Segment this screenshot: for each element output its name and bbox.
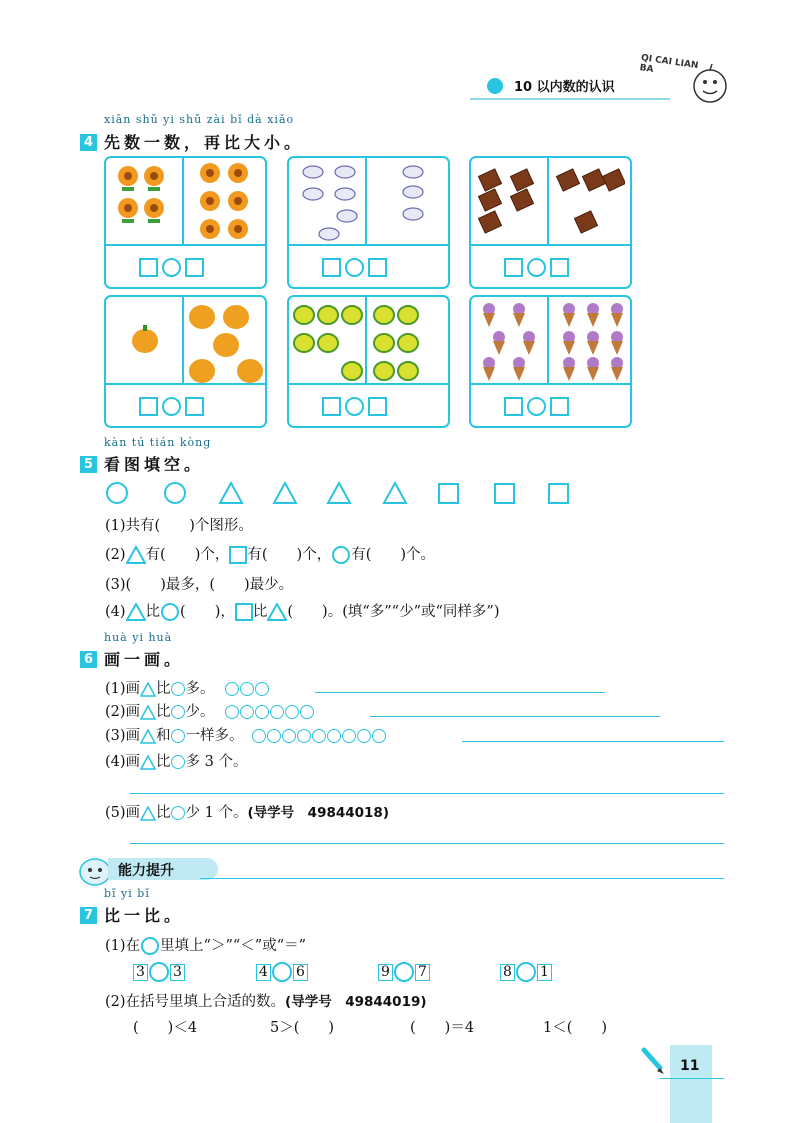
triangle-icon	[140, 682, 156, 697]
mascot-text: QI CAI LIAN BA	[638, 53, 699, 75]
square-icon	[229, 546, 247, 564]
answer-box[interactable]	[322, 397, 341, 416]
section-title: 能力提升	[118, 863, 174, 879]
answer-box[interactable]	[185, 258, 204, 277]
q5-line3: (3)( )最多，( )最少。	[105, 577, 294, 593]
circle-row	[225, 681, 270, 697]
q6-title: 画一画。	[104, 650, 185, 669]
q7-number: 7	[80, 907, 97, 924]
circle-row	[252, 728, 387, 744]
icecream-icon	[557, 301, 629, 381]
candy-icon	[393, 162, 433, 226]
compare-panel-icecream	[469, 295, 632, 428]
corn-icon	[292, 303, 364, 381]
compare-panel-corn	[287, 295, 450, 428]
q7-pinyin: bǐ yi bǐ	[104, 887, 150, 900]
answer-box[interactable]	[139, 397, 158, 416]
page-rule	[660, 1078, 724, 1079]
compare-panel-candies	[287, 156, 450, 289]
q6-item1: (1)画 比 多。	[105, 677, 270, 698]
answer-box[interactable]	[504, 258, 523, 277]
q5-title: 看图填空。	[104, 455, 205, 474]
fill-blank[interactable]: 1＜( )	[543, 1020, 608, 1036]
header-title: 10 以内数的认识	[514, 80, 615, 95]
circle-icon	[161, 603, 179, 621]
circle-icon	[171, 755, 185, 769]
pepper-icon	[130, 323, 160, 355]
circle-row	[225, 704, 315, 720]
q7-title: 比一比。	[104, 906, 185, 925]
answer-box[interactable]	[185, 397, 204, 416]
triangle-icon	[140, 755, 156, 770]
icecream-icon	[477, 301, 543, 381]
header-line	[470, 98, 670, 100]
answer-box[interactable]	[322, 258, 341, 277]
q6-item4: (4)画 比 多 3 个。	[105, 754, 248, 770]
compare-panel-chocolates	[469, 156, 632, 289]
header-dot	[487, 78, 503, 94]
q5-pinyin: kàn tú tián kòng	[104, 436, 212, 449]
square-icon	[235, 603, 253, 621]
pencil-icon	[640, 1046, 666, 1076]
triangle-icon	[267, 603, 287, 621]
pepper-icon	[186, 299, 266, 383]
q7-part2: (2)在括号里填上合适的数。(导学号 49844019)	[105, 994, 427, 1010]
compare-circle[interactable]	[345, 258, 364, 277]
q5-line4: (4) 比 ( )， 比 ( )。(填“多”“少”或“同样多”)	[105, 604, 500, 620]
compare-pair: 4 6	[256, 962, 308, 982]
q4-pinyin: xiān shǔ yi shǔ zài bǐ dà xiǎo	[104, 113, 295, 126]
compare-pair: 8 1	[500, 962, 552, 982]
answer-line[interactable]	[130, 843, 724, 844]
compare-panel-sunflowers	[104, 156, 267, 289]
compare-panel-peppers	[104, 295, 267, 428]
triangle-icon	[140, 806, 156, 821]
sunflower-icon	[114, 163, 174, 233]
circle-icon	[171, 682, 185, 696]
sunflower-icon	[194, 161, 256, 249]
compare-circle[interactable]	[345, 397, 364, 416]
answer-box[interactable]	[504, 397, 523, 416]
section-rule	[200, 878, 724, 879]
answer-box[interactable]	[368, 397, 387, 416]
page-number: 11	[680, 1058, 700, 1074]
triangle-icon	[126, 603, 146, 621]
compare-circle[interactable]	[149, 962, 169, 982]
compare-circle[interactable]	[516, 962, 536, 982]
circle-icon	[171, 729, 185, 743]
mascot-logo	[690, 62, 730, 108]
q4-title: 先数一数，再比大小。	[104, 133, 305, 152]
shape-row	[105, 481, 575, 505]
compare-circle[interactable]	[527, 397, 546, 416]
circle-icon	[141, 937, 159, 955]
answer-box[interactable]	[368, 258, 387, 277]
q5-line1: (1)共有( )个图形。	[105, 518, 253, 534]
q6-item5: (5)画 比 少 1 个。(导学号 49844018)	[105, 805, 389, 821]
compare-circle[interactable]	[394, 962, 414, 982]
answer-line[interactable]	[370, 716, 660, 717]
circle-icon	[332, 546, 350, 564]
answer-line[interactable]	[315, 692, 605, 693]
candy-icon	[299, 162, 363, 242]
compare-circle[interactable]	[527, 258, 546, 277]
q7-part1: (1)在 里填上“＞”“＜”或“＝”	[105, 938, 307, 954]
compare-circle[interactable]	[162, 258, 181, 277]
q6-pinyin: huà yi huà	[104, 631, 173, 644]
triangle-icon	[140, 705, 156, 720]
answer-box[interactable]	[550, 397, 569, 416]
fill-blank[interactable]: ( )＝4	[410, 1020, 475, 1036]
page-tab	[670, 1045, 712, 1123]
q6-number: 6	[80, 651, 97, 668]
chocolate-icon	[477, 166, 543, 238]
q5-number: 5	[80, 456, 97, 473]
fill-blank[interactable]: ( )＜4	[133, 1020, 198, 1036]
chocolate-icon	[555, 166, 625, 238]
fill-blank[interactable]: 5＞( )	[270, 1020, 335, 1036]
q4-number: 4	[80, 134, 97, 151]
circle-icon	[171, 806, 185, 820]
compare-pair: 3 3	[133, 962, 185, 982]
q6-item2: (2)画 比 少。	[105, 700, 315, 721]
q5-line2: (2) 有( )个， 有( )个， 有( )个。	[105, 547, 436, 563]
answer-line[interactable]	[130, 793, 724, 794]
circle-icon	[171, 705, 185, 719]
answer-box[interactable]	[550, 258, 569, 277]
compare-pair: 9 7	[378, 962, 430, 982]
triangle-icon	[126, 546, 146, 564]
compare-circle[interactable]	[272, 962, 292, 982]
q6-item3: (3)画 和 一样多。	[105, 724, 387, 745]
compare-circle[interactable]	[162, 397, 181, 416]
answer-line[interactable]	[462, 741, 724, 742]
triangle-icon	[140, 729, 156, 744]
answer-box[interactable]	[139, 258, 158, 277]
corn-icon	[372, 303, 444, 381]
